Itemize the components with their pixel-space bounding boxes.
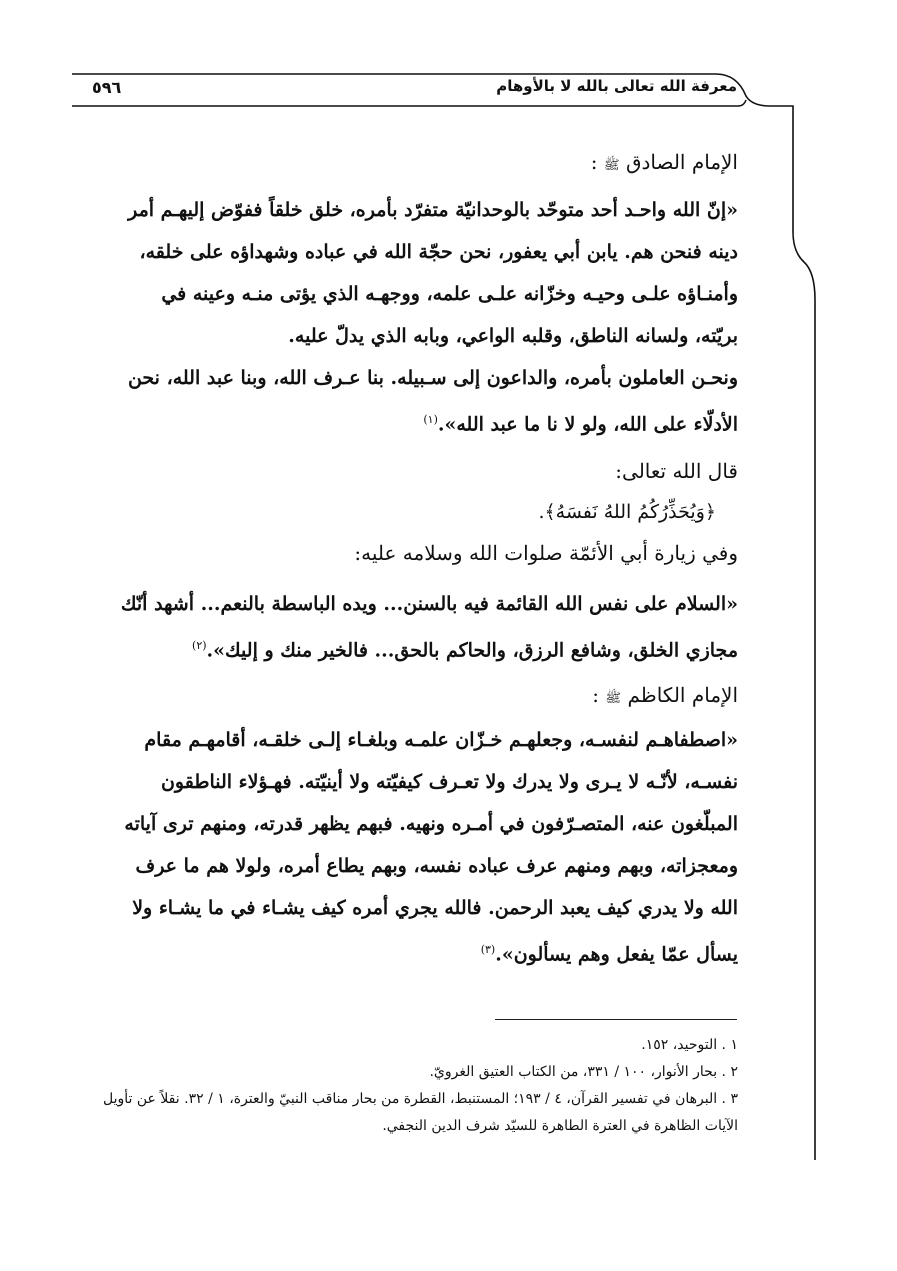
footnote-3: ٣ . البرهان في تفسير القرآن، ٤ / ١٩٣؛ المستنبط، القطرة من بحار مناقب النبيّ والعترة، ١ / ٣٢. نقلاً عن تأويل <box>103 1091 738 1107</box>
section-ayah <box>78 450 738 574</box>
quote-text: يسأل عمّا يفعل وهم يسألون». <box>495 943 738 966</box>
footnote-ref: (٣) <box>480 943 496 956</box>
quote-text: الأدلّاء على الله، ولو لا نا ما عبد الله». <box>437 413 738 436</box>
heading-text: الإمام الصادق <box>625 150 738 174</box>
quote-line-last <box>78 399 738 445</box>
quote-line: ومعجزاته، وبهم ومنهم عرف عباده نفسه، وبهم يطاع أمره، ولولا هم ما عرف <box>135 855 738 877</box>
section-kazim <box>78 675 738 719</box>
quote-kazim <box>78 719 738 975</box>
quote-line: بريّته، ولسانه الناطق، وقلبه الواعي، وبابه الذي يدلّ عليه. <box>288 325 738 347</box>
quote-line: «السلام على نفس الله القائمة فيه بالسنن... ويده الباسطة بالنعم... أشهد أنّك <box>120 593 738 615</box>
quote-line: الله ولا يدري كيف يعبد الرحمن. فالله يجري أمره كيف يشـاء في ما يشـاء ولا <box>132 897 738 919</box>
footnotes <box>78 1032 738 1140</box>
quote-line-last <box>78 625 738 671</box>
footnote-2: ٢ . بحار الأنوار، ١٠٠ / ٣٣١، من الكتاب العتيق الغرويّ. <box>429 1064 738 1080</box>
footnote-ref: (١) <box>423 413 438 426</box>
quote-line: ونحـن العاملون بأمره، والداعون إلى سـبيله. بنا عـرف الله، وبنا عبد الله، نحن <box>127 367 738 389</box>
heading-text: الإمام الكاظم <box>627 683 738 707</box>
heading-imam-kazim <box>78 675 738 719</box>
heading-ziyara: وفي زيارة أبي الأئمّة صلوات الله وسلامه عليه: <box>354 541 738 565</box>
footnote-1: ١ . التوحيد، ١٥٢. <box>641 1037 738 1053</box>
footnote-ref: (٢) <box>192 639 207 652</box>
heading-colon: : <box>592 683 606 707</box>
quote-line: المبلّغون عنه، المتصـرّفون في أمـره ونهيه. فبهم يظهر قدرته، ومنهم ترى آياته <box>124 813 738 835</box>
heading-imam-sadiq <box>78 142 738 186</box>
footnote-3-continued: الآيات الظاهرة في العترة الطاهرة للسيّد شرف الدين النجفي. <box>382 1118 738 1134</box>
quote-line-last <box>78 929 738 975</box>
page-number: ٥٩٦ <box>92 78 122 97</box>
honorific-symbol: ﷺ <box>605 691 622 706</box>
quote-ziyara <box>78 583 738 671</box>
quote-sadiq <box>78 189 738 445</box>
quote-line: «إنّ الله واحـد أحد متوحّد بالوحدانيّة متفرّد بأمره، خلق خلقاً ففوّض إليهـم أمر <box>128 199 738 221</box>
heading-colon: : <box>590 150 604 174</box>
quote-line: وأمنـاؤه علـى وحيـه وخزّانه علـى علمه، ووجهـه الذي يؤتى منـه وعينه في <box>161 283 738 305</box>
quote-line: دينه فنحن هم. يابن أبي يعفور، نحن حجّة الله في عباده وشهداؤه على خلقه، <box>139 241 738 263</box>
quran-verse: ﴿وَيُحَذِّرُكُمُ اللهُ نَفسَهُ﴾. <box>538 501 716 523</box>
quote-line: «اصطفاهـم لنفسـه، وجعلهـم خـزّان علمـه وبلغـاء إلـى خلقـه، أقامهـم مقام <box>144 729 738 751</box>
running-title: معرفة الله تعالى بالله لا بالأوهام <box>496 77 737 95</box>
quote-line: نفسـه، لأنّـه لا يـرى ولا يدرك ولا تعـرف كيفيّته ولا أينيّته. فهـؤلاء الناطقون <box>160 771 738 793</box>
quote-text: مجازي الخلق، وشافع الرزق، والحاكم بالحق... فالخير منك و إليك». <box>206 639 738 662</box>
section-sadiq <box>78 142 738 186</box>
honorific-symbol: ﷺ <box>603 158 620 173</box>
footnote-separator <box>495 1019 737 1020</box>
heading-qala-allah: قال الله تعالى: <box>615 459 738 483</box>
